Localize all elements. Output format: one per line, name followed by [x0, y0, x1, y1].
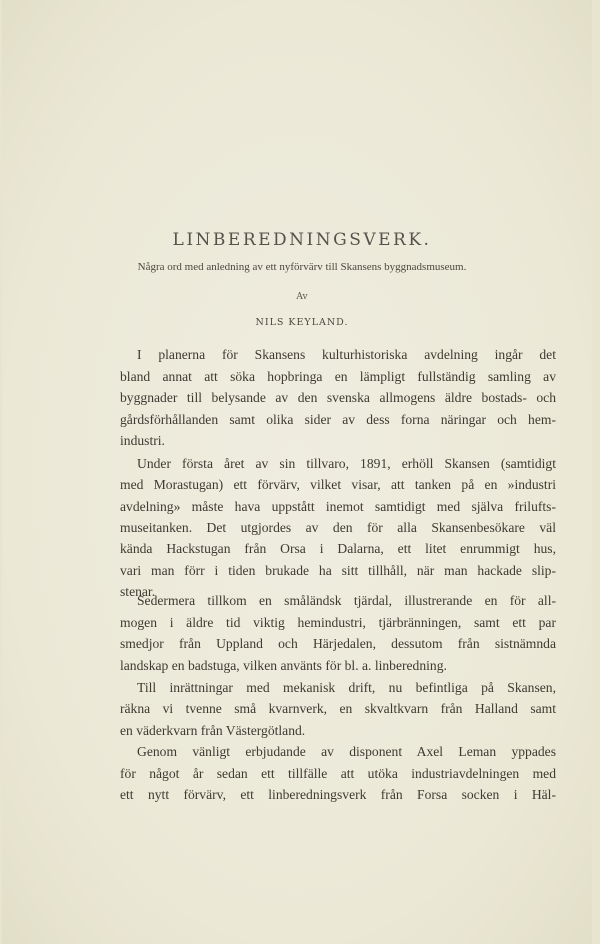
text-line: Genom vänligt erbjudande av disponent Axel Leman yppades	[137, 744, 556, 759]
text-line: för något år sedan ett tillfälle att utöka industriavdelningen med	[120, 766, 556, 781]
text-line: museitanken. Det utgjordes av den för alla Skansenbesökare väl	[120, 520, 556, 535]
article-title: LINBEREDNINGSVERK.	[172, 230, 432, 250]
text-line: industri.	[120, 433, 165, 448]
author-name: NILS KEYLAND.	[255, 317, 349, 328]
text-line: kända Hackstugan från Orsa i Dalarna, ett litet enrummigt hus,	[120, 541, 556, 556]
text-line: Sedermera tillkom en småländsk tjärdal, illustrerande en för all-	[137, 593, 556, 608]
text-line: bland annat att söka hopbringa en lämpligt fullständig samling av	[120, 369, 556, 384]
text-line: Till inrättningar med mekanisk drift, nu befintliga på Skansen,	[137, 680, 556, 695]
text-line: byggnader till belysande av den svenska allmogens äldre bostads- och	[120, 390, 556, 405]
article-subtitle: Några ord med anledning av ett nyförvärv till Skansens byggnadsmuseum.	[137, 261, 467, 273]
text-line: gårdsförhållanden samt olika sider av dess forna näringar och hem-	[120, 412, 556, 427]
text-line: mogen i äldre tid viktig hemindustri, tjärbränningen, samt ett par	[120, 615, 556, 630]
text-line: räkna vi tvenne små kvarnverk, en skvaltkvarn från Halland samt	[120, 701, 556, 716]
text-line: landskap en badstuga, vilken använts för bl. a. linberedning.	[120, 658, 447, 673]
text-line: avdelning» måste hava uppstått inemot samtidigt med själva frilufts-	[120, 499, 556, 514]
text-line: ett nytt förvärv, ett linberedningsverk från Forsa socken i Häl-	[120, 787, 556, 802]
text-line: Under första året av sin tillvaro, 1891, erhöll Skansen (samtidigt	[137, 456, 556, 471]
text-line: vari man förr i tiden brukade ha sitt tillhåll, när man hackade slip-	[120, 563, 556, 578]
text-line: en väderkvarn från Västergötland.	[120, 723, 306, 738]
text-line: I planerna för Skansens kulturhistoriska avdelning ingår det	[137, 347, 556, 362]
text-line: smedjor från Uppland och Härjedalen, dessutom från sistnämnda	[120, 636, 556, 651]
text-line: med Morastugan) ett förvärv, vilket visar, att tanken på en »industri	[120, 477, 556, 492]
document-page	[2, 0, 592, 944]
byline-prefix: Av	[296, 292, 308, 302]
text-line: stenar.	[120, 584, 156, 599]
